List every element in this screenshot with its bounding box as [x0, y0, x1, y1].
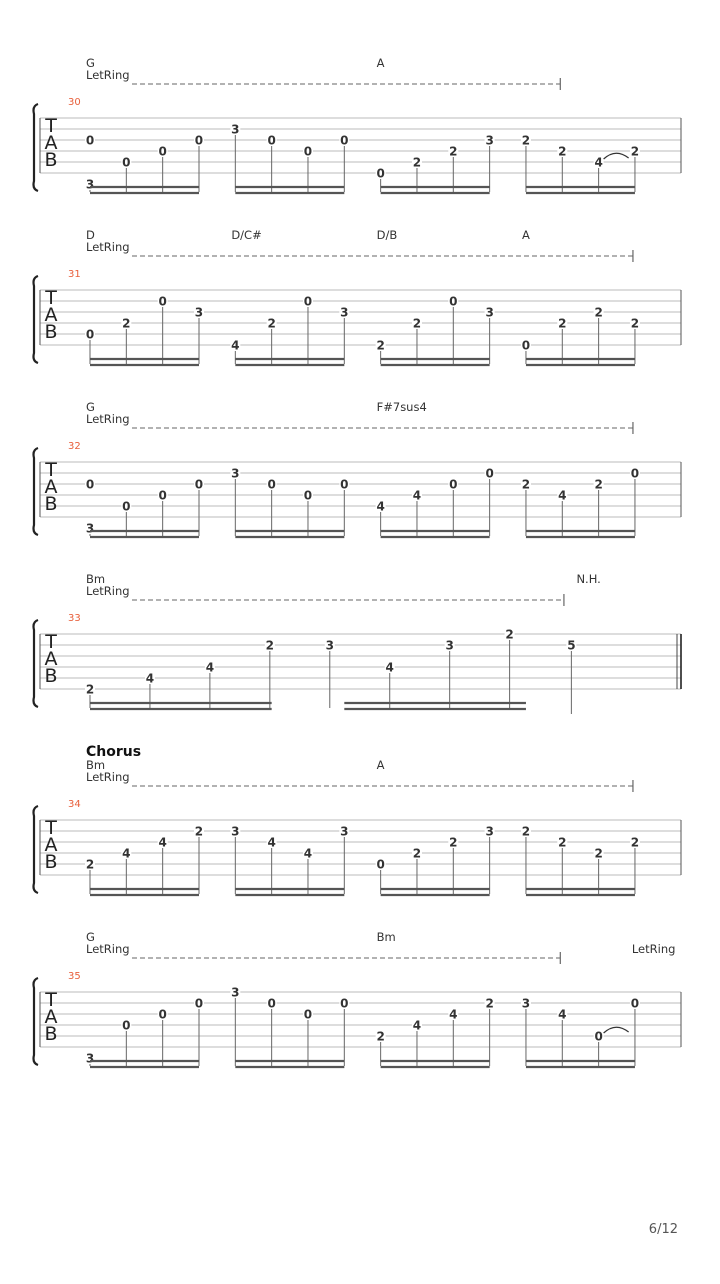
fret-number: 2 — [630, 144, 640, 159]
fret-number: 4 — [412, 1018, 422, 1033]
fret-number: 3 — [340, 824, 349, 839]
fret-number: 3 — [485, 824, 494, 839]
system-bracket — [34, 104, 39, 191]
measure-number: 34 — [68, 799, 81, 810]
measure-number: 32 — [68, 441, 81, 452]
fret-number: 0 — [303, 144, 313, 159]
fret-number: 2 — [85, 857, 95, 872]
fret-number: 0 — [630, 996, 640, 1011]
tab-clef-letter: T — [45, 989, 57, 1011]
fret-number: 0 — [122, 499, 131, 514]
fret-number: 4 — [145, 671, 155, 686]
tab-clef-letter: B — [44, 1023, 58, 1045]
tie-arc — [604, 1027, 629, 1033]
fret-number: 0 — [267, 133, 276, 148]
fret-number: 2 — [521, 133, 531, 148]
fret-number: 0 — [594, 1029, 603, 1044]
tab-clef-letter: T — [45, 817, 57, 839]
fret-number: 2 — [412, 316, 422, 331]
fret-number: 2 — [594, 305, 603, 320]
letring-label: LetRing — [86, 770, 130, 784]
fret-number: 4 — [558, 488, 567, 503]
chord-name: F#7sus4 — [376, 400, 427, 414]
fret-number: 3 — [85, 521, 95, 536]
fret-number: 0 — [122, 155, 131, 170]
fret-number: 0 — [267, 477, 276, 492]
fret-number: 3 — [340, 305, 349, 320]
fret-number: 0 — [85, 477, 95, 492]
system-bracket — [34, 276, 39, 363]
fret-number: 0 — [449, 477, 458, 492]
fret-number: 0 — [303, 294, 313, 309]
tab-clef-letter: A — [44, 1006, 58, 1028]
system-bracket — [34, 448, 39, 535]
chord-name: A — [376, 758, 385, 772]
chord-name: A — [376, 56, 385, 70]
fret-number: 0 — [521, 338, 531, 353]
fret-number: 2 — [194, 824, 204, 839]
fret-number: 4 — [303, 846, 313, 861]
letring-label: LetRing — [86, 942, 130, 956]
fret-number: 3 — [231, 466, 240, 481]
fret-number: 0 — [303, 1007, 313, 1022]
chord-name: A — [521, 228, 530, 242]
fret-number: 4 — [594, 155, 603, 170]
fret-number: 2 — [412, 155, 422, 170]
chord-name: Bm — [86, 758, 106, 772]
fret-number: 0 — [630, 466, 640, 481]
measure-number: 35 — [68, 971, 81, 982]
chord-name: G — [86, 400, 95, 414]
tab-clef-letter: B — [44, 493, 58, 515]
fret-number: 0 — [376, 857, 385, 872]
tie-arc — [604, 153, 629, 159]
chord-name: D — [86, 228, 95, 242]
fret-number: 4 — [205, 660, 215, 675]
fret-number: 2 — [594, 846, 603, 861]
fret-number: 3 — [231, 824, 240, 839]
tab-clef-letter: T — [45, 631, 57, 653]
fret-number: 2 — [412, 846, 422, 861]
fret-number: 3 — [85, 177, 95, 192]
fret-number: 2 — [594, 477, 603, 492]
fret-number: 2 — [267, 316, 276, 331]
measure-number: 31 — [68, 269, 81, 280]
fret-number: 0 — [485, 466, 494, 481]
fret-number: 3 — [231, 985, 240, 1000]
system-bracket — [34, 620, 39, 707]
fret-number: 3 — [485, 133, 494, 148]
fret-number: 2 — [376, 1029, 385, 1044]
fret-number: 2 — [505, 627, 514, 642]
tab-clef-letter: T — [45, 115, 57, 137]
fret-number: 3 — [445, 638, 454, 653]
fret-number: 0 — [449, 294, 458, 309]
fret-number: 4 — [158, 835, 167, 850]
page-number: 6/12 — [648, 1222, 678, 1237]
tab-clef-letter: T — [45, 287, 57, 309]
chord-name: Bm — [86, 572, 106, 586]
fret-number: 0 — [85, 133, 95, 148]
fret-number: 0 — [158, 488, 167, 503]
measure-number: 33 — [68, 613, 81, 624]
fret-number: 0 — [194, 133, 204, 148]
fret-number: 2 — [376, 338, 385, 353]
fret-number: 0 — [158, 294, 167, 309]
tab-clef-letter: A — [44, 304, 58, 326]
tab-clef-letter: A — [44, 648, 58, 670]
tab-clef-letter: A — [44, 476, 58, 498]
tab-clef-letter: A — [44, 132, 58, 154]
letring-label: LetRing — [86, 240, 130, 254]
system-bracket — [34, 978, 39, 1065]
fret-number: 2 — [485, 996, 494, 1011]
fret-number: 3 — [485, 305, 494, 320]
fret-number: 2 — [558, 835, 567, 850]
measure-number: 30 — [68, 97, 81, 108]
fret-number: 2 — [449, 835, 458, 850]
tab-clef-letter: A — [44, 834, 58, 856]
fret-number: 0 — [376, 166, 385, 181]
fret-number: 0 — [267, 996, 276, 1011]
fret-number: 2 — [122, 316, 131, 331]
fret-number: 2 — [449, 144, 458, 159]
fret-number: 2 — [558, 316, 567, 331]
fret-number: 0 — [158, 1007, 167, 1022]
fret-number: 3 — [325, 638, 334, 653]
tab-clef-letter: B — [44, 851, 58, 873]
fret-number: 4 — [231, 338, 240, 353]
chord-name: D/B — [376, 228, 398, 242]
fret-number: 4 — [412, 488, 422, 503]
fret-number: 3 — [231, 122, 240, 137]
fret-number: 2 — [630, 316, 640, 331]
fret-number: 4 — [267, 835, 276, 850]
fret-number: 2 — [265, 638, 275, 653]
system-bracket — [34, 806, 39, 893]
fret-number: 0 — [194, 996, 204, 1011]
fret-number: 0 — [340, 477, 349, 492]
fret-number: 0 — [194, 477, 204, 492]
fret-number: 4 — [449, 1007, 458, 1022]
fret-number: 0 — [340, 996, 349, 1011]
letring-label: LetRing — [86, 412, 130, 426]
tab-clef-letter: T — [45, 459, 57, 481]
letring-label: LetRing — [631, 942, 676, 956]
section-label: Chorus — [86, 744, 142, 760]
chord-name: D/C# — [231, 228, 262, 242]
chord-name: G — [86, 930, 95, 944]
tab-clef-letter: B — [44, 665, 58, 687]
tab-clef-letter: B — [44, 321, 58, 343]
fret-number: 0 — [158, 144, 167, 159]
tab-clef-letter: B — [44, 149, 58, 171]
fret-number: 4 — [558, 1007, 567, 1022]
fret-number: 4 — [376, 499, 385, 514]
fret-number: 2 — [558, 144, 567, 159]
fret-number: 0 — [122, 1018, 131, 1033]
chord-name: G — [86, 56, 95, 70]
fret-number: 4 — [385, 660, 394, 675]
fret-number: 0 — [303, 488, 313, 503]
fret-number: 2 — [630, 835, 640, 850]
chord-name: N.H. — [576, 572, 601, 586]
letring-label: LetRing — [86, 68, 130, 82]
chord-name: Bm — [376, 930, 396, 944]
fret-number: 2 — [85, 682, 95, 697]
fret-number: 0 — [85, 327, 95, 342]
fret-number: 3 — [85, 1051, 95, 1066]
fret-number: 3 — [194, 305, 204, 320]
letring-label: LetRing — [86, 584, 130, 598]
fret-number: 2 — [521, 824, 531, 839]
fret-number: 4 — [122, 846, 131, 861]
fret-number: 3 — [521, 996, 531, 1011]
fret-number: 2 — [521, 477, 531, 492]
fret-number: 5 — [567, 638, 576, 653]
fret-number: 0 — [340, 133, 349, 148]
